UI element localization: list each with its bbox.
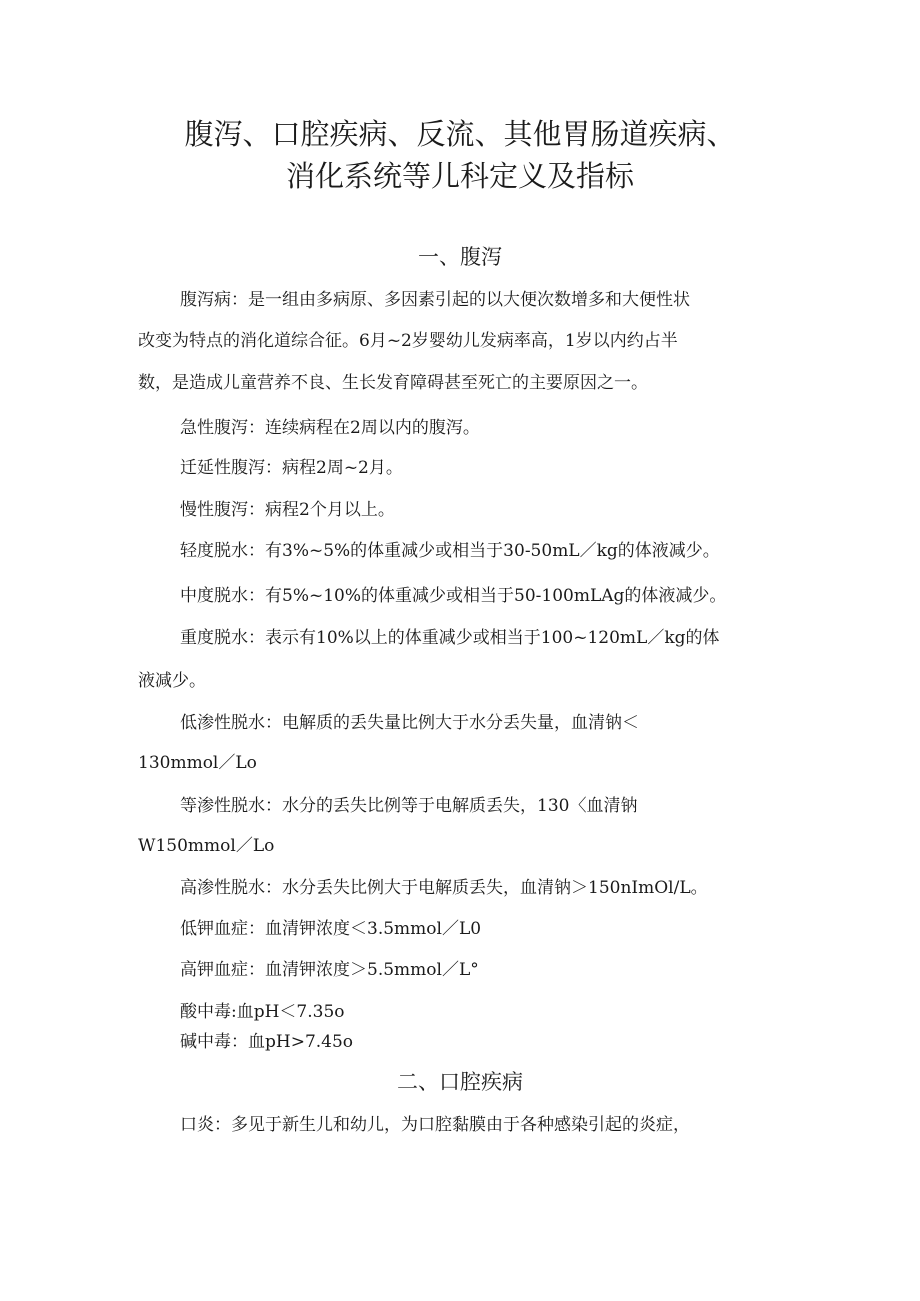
paragraph-line: 液减少。 <box>138 671 206 691</box>
paragraph-line: 重度脱水：表示有10%以上的体重减少或相当于100~120mL／kg的体 <box>180 628 720 648</box>
paragraph-line: 碱中毒：血pH>7.45o <box>180 1032 354 1052</box>
paragraph-line: 高钾血症：血清钾浓度＞5.5mmol／L° <box>180 960 479 980</box>
paragraph-line: 急性腹泻：连续病程在2周以内的腹泻。 <box>180 418 480 438</box>
paragraph-line: 腹泻病：是一组由多病原、多因素引起的以大便次数增多和大便性状 <box>180 290 690 310</box>
paragraph-line: 低渗性脱水：电解质的丢失量比例大于水分丢失量，血清钠＜ <box>180 713 639 733</box>
paragraph-line: 迁延性腹泻：病程2周~2月。 <box>180 458 403 478</box>
paragraph-line: 数，是造成儿童营养不良、生长发育障碍甚至死亡的主要原因之一。 <box>138 373 648 393</box>
paragraph-line: 中度脱水：有5%~10%的体重减少或相当于50-100mLAg的体液减少。 <box>180 586 727 606</box>
paragraph-line: 高渗性脱水：水分丢失比例大于电解质丢失，血清钠＞150nImOl/L。 <box>180 878 708 898</box>
section-heading-oral-disease: 二、口腔疾病 <box>397 1070 523 1094</box>
document-title-line-1: 腹泻、口腔疾病、反流、其他胃肠道疾病、 <box>184 117 736 151</box>
section-heading-diarrhea: 一、腹泻 <box>418 245 502 269</box>
paragraph-line: 低钾血症：血清钾浓度＜3.5mmol／L0 <box>180 919 482 939</box>
paragraph-line: 酸中毒:血pH＜7.35o <box>180 1002 345 1022</box>
paragraph-line: 改变为特点的消化道综合征。6月~2岁婴幼儿发病率高，1岁以内约占半 <box>138 331 678 351</box>
paragraph-line: W150mmol／Lo <box>138 836 275 856</box>
paragraph-line: 130mmol／Lo <box>138 753 257 773</box>
paragraph-line: 轻度脱水：有3%~5%的体重减少或相当于30-50mL／kg的体液减少。 <box>180 541 720 561</box>
paragraph-line: 口炎：多见于新生儿和幼儿，为口腔黏膜由于各种感染引起的炎症， <box>180 1115 690 1135</box>
paragraph-line: 慢性腹泻：病程2个月以上。 <box>180 500 395 520</box>
document-title-line-2: 消化系统等儿科定义及指标 <box>285 159 634 193</box>
paragraph-line: 等渗性脱水：水分的丢失比例等于电解质丢失，130〈血清钠 <box>180 796 638 816</box>
